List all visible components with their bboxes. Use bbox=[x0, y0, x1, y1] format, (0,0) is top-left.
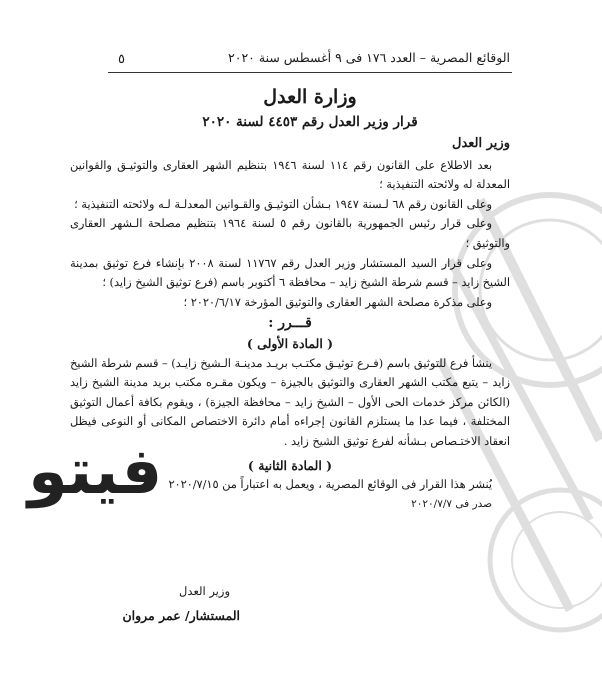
article-1-text: ينشأ فرع للتوثيق باسم (فـرع توثيـق مكتـب بريـد مدينـة الـشيخ زايـد) – قسم شرطة الشيخ زايد – يتبع مكتب الشهر العقارى والتوثيق بالجيزة – ويكون مقـره مكتب بريد مدينة الشيخ زايد (الكائن مركز خدمات الحى الأول – الشيخ زايد – محافظة الجيزة) ، ويقوم بكافة أعمال التوثيق المختلفة ، فيما عدا ما يستلزم القانون إجراءه أمام دائرة الاختصاص المكانى أو النوعى فيظل انعقاد الاختـصاص بـشأنه لفرع توثيق الشيخ زايد . bbox=[70, 356, 510, 448]
signature-name: المستشار/ عمر مروان bbox=[122, 608, 240, 623]
article-1-heading: ( المادة الأولى ) bbox=[246, 335, 334, 351]
article-2-text: يُنشر هذا القرار فى الوقائع المصرية ، ويعمل به اعتباراً من ٢٠٢٠/٧/١٥ bbox=[168, 478, 492, 492]
running-header bbox=[110, 50, 510, 65]
running-title: الوقائع المصرية – العدد ١٧٦ فى ٩ أغسطس سنة ٢٠٢٠ bbox=[228, 50, 510, 65]
signature-block bbox=[110, 584, 240, 623]
recital: وعلى قرار السيد المستشار وزير العدل رقم ١١٧٦٧ لسنة ٢٠٠٨ بإنشاء فرع توثيق بمدينة الشيخ زايد – قسم شرطة الشيخ زايد – محافظة ٦ أكتوبر باسم (فرع توثيق الشيخ زايد) ؛ bbox=[70, 256, 510, 290]
decree-title: قرار وزير العدل رقم ٤٤٥٣ لسنة ٢٠٢٠ bbox=[202, 114, 418, 130]
decides-heading: قـــرر : bbox=[268, 315, 312, 332]
minister-heading: وزير العدل bbox=[452, 136, 510, 151]
recital: وعلى مذكرة مصلحة الشهر العقارى والتوثيق المؤرخة ٢٠٢٠/٦/١٧ ؛ bbox=[183, 295, 492, 309]
brand-logo: فيتو bbox=[28, 435, 163, 509]
recital: وعلى القانون رقم ٦٨ لـسنة ١٩٤٧ بـشأن التوثيـق والقـوانين المعدلـة لـه ولائحته التنفيذية ؛ bbox=[74, 197, 492, 211]
recital: بعد الاطلاع على القانون رقم ١١٤ لسنة ١٩٤٦ بتنظيم الشهر العقارى والتوثيـق والقوانين المعدلة له ولائحته التنفيذية ؛ bbox=[70, 158, 510, 192]
decree-body bbox=[70, 134, 510, 514]
issue-date: صدر فى ٢٠٢٠/٧/٧ bbox=[411, 497, 492, 510]
page-number: ٥ bbox=[118, 52, 125, 67]
recital: وعلى قرار رئيس الجمهورية بالقانون رقم ٥ لسنة ١٩٦٤ بتنظيم مصلحة الـشهر العقارى والتوثيق ؛ bbox=[70, 217, 510, 250]
signature-title: وزير العدل bbox=[179, 584, 230, 598]
article-2-heading: ( المادة الثانية ) bbox=[247, 457, 333, 473]
header-divider bbox=[108, 72, 512, 73]
ministry-title: وزارة العدل bbox=[263, 86, 357, 108]
